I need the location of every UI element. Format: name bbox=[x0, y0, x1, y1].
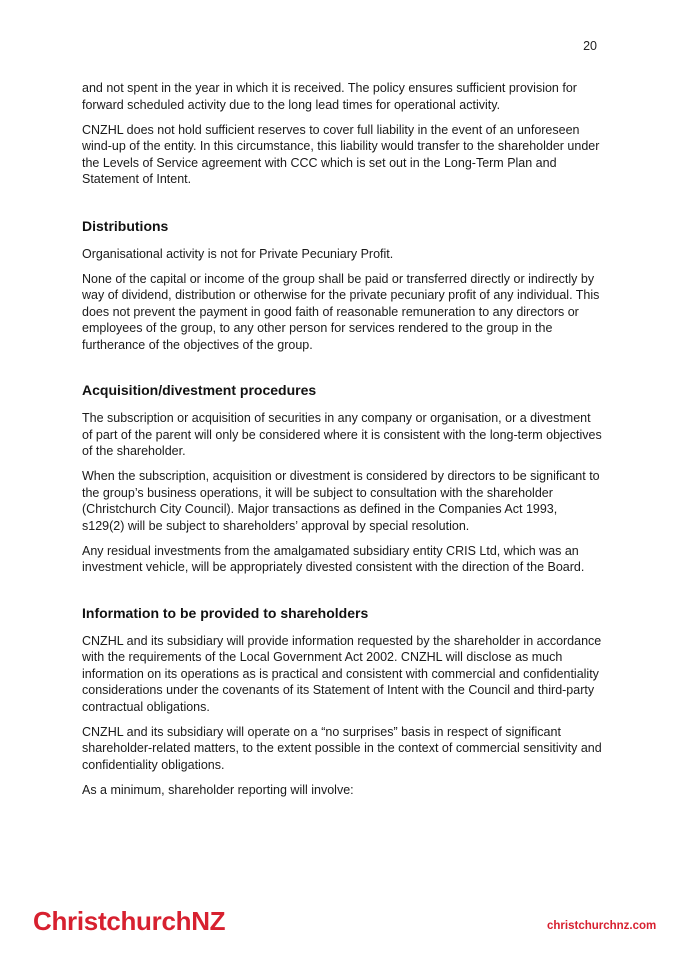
paragraph: As a minimum, shareholder reporting will involve: bbox=[82, 782, 354, 797]
paragraph: Organisational activity is not for Private Pecuniary Profit. bbox=[82, 246, 394, 261]
document-body bbox=[82, 80, 602, 807]
paragraph: When the subscription, acquisition or divestment is considered by directors to be significant to the group’s business operations, it will be subject to consultation with the shareholder (Christchurch City Council). Major transactions as defined in the Companies Act 1993, s129(2) will be subject to shareholders’ approval by special resolution. bbox=[82, 469, 600, 533]
paragraph: The subscription or acquisition of securities in any company or organisation, or a divestment of part of the parent will only be considered where it is consistent with the long-term objectives of the shareholder. bbox=[82, 411, 602, 458]
section-heading: Distributions bbox=[82, 217, 169, 234]
paragraph: CNZHL and its subsidiary will provide information requested by the shareholder in accordance with the requirements of the Local Government Act 2002. CNZHL will disclose as much information on its operations as is practical and consistent with commercial and confidentiality considerations under the covenants of its Statement of Intent with the Council and third-party contractual obligations. bbox=[82, 633, 602, 714]
paragraph: CNZHL and its subsidiary will operate on a “no surprises” basis in respect of significant shareholder-related matters, to the extent possible in the context of commercial sensitivity and confidentiality obligations. bbox=[82, 724, 602, 772]
footer-url: christchurchnz.com bbox=[547, 920, 657, 932]
section-distributions bbox=[82, 217, 602, 354]
paragraph: None of the capital or income of the group shall be paid or transferred directly or indirectly by way of dividend, distribution or otherwise for the private pecuniary profit of any individual. This does not prevent the payment in good faith of reasonable remuneration to any directors or employees of the group, to any other person for services rendered to the group in the furtherance of the objectives of the group. bbox=[82, 271, 600, 352]
intro-block bbox=[82, 80, 602, 188]
paragraph: and not spent in the year in which it is received. The policy ensures sufficient provision for forward scheduled activity due to the long lead times for operational activity. bbox=[82, 81, 577, 112]
section-heading: Information to be provided to shareholders bbox=[82, 604, 369, 621]
section-acquisition-divestment bbox=[82, 381, 602, 576]
christchurchnz-logo: ChristchurchNZ bbox=[33, 906, 226, 936]
section-shareholder-information bbox=[82, 604, 602, 799]
section-heading: Acquisition/divestment procedures bbox=[82, 382, 317, 398]
paragraph: CNZHL does not hold sufficient reserves to cover full liability in the event of an unforeseen wind-up of the entity. In this circumstance, this liability would transfer to the shareholder under the Levels of Service agreement with CCC which is set out in the Long-Term Plan and Statement of Intent. bbox=[82, 122, 600, 186]
page-number: 20 bbox=[583, 39, 597, 53]
paragraph: Any residual investments from the amalgamated subsidiary entity CRIS Ltd, which was an investment vehicle, will be appropriately divested consistent with the direction of the Board. bbox=[82, 543, 585, 574]
